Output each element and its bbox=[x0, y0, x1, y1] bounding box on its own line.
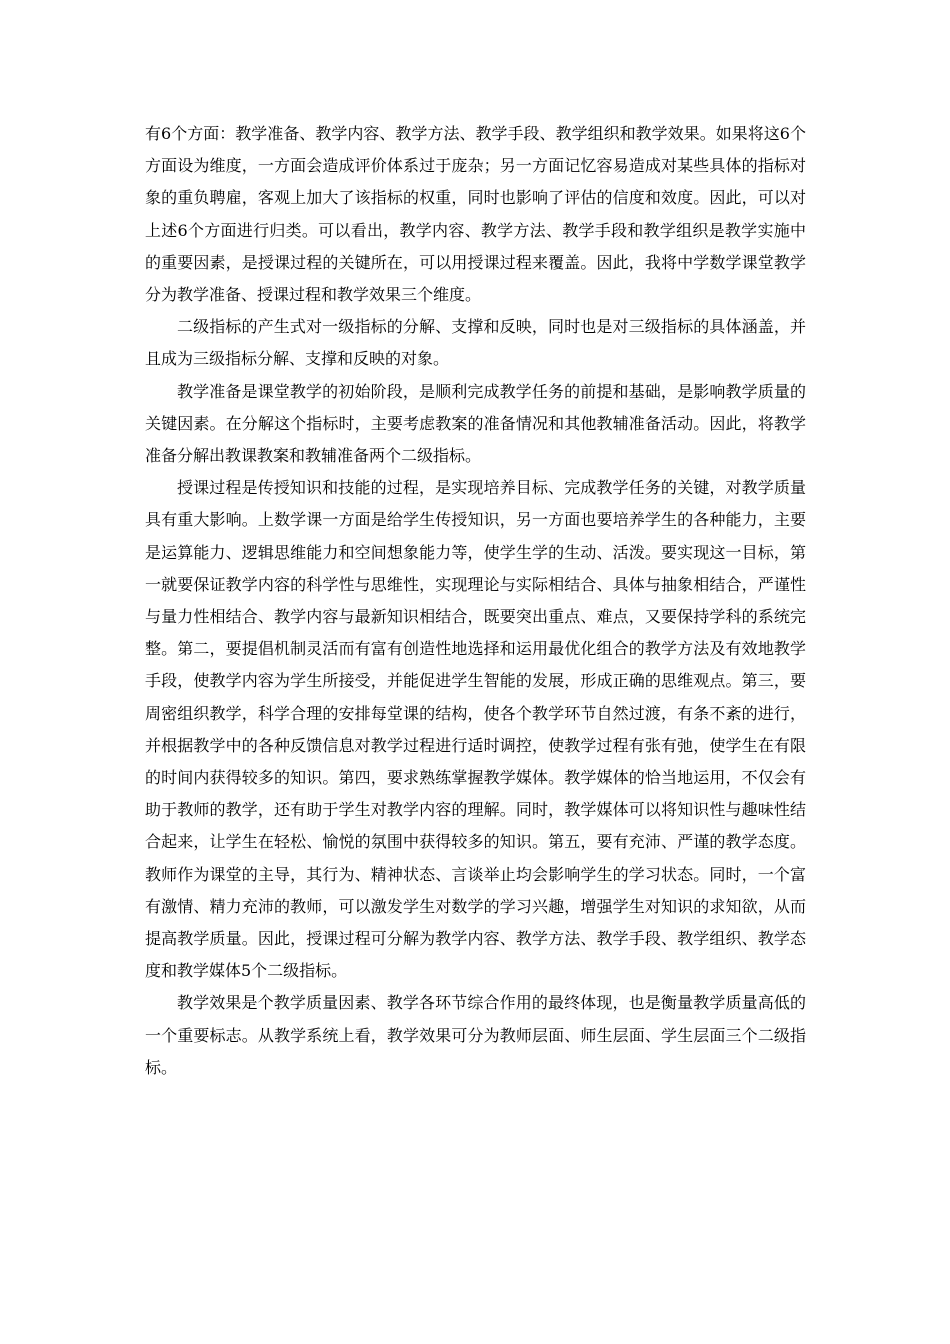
paragraph-3: 教学准备是课堂教学的初始阶段，是顺利完成教学任务的前提和基础，是影响教学质量的关键因素。在分解这个指标时，主要考虑教案的准备情况和其他教辅准备活动。因此，将教学准备分解出教课教案和教辅准备两个二级指标。 bbox=[145, 381, 806, 466]
paragraph-4: 授课过程是传授知识和技能的过程，是实现培养目标、完成教学任务的关键，对教学质量具有重大影响。上数学课一方面是给学生传授知识，另一方面也要培养学生的各种能力，主要是运算能力、逻辑思维能力和空间想象能力等，使学生学的生动、活泼。要实现这一目标，第一就要保证教学内容的科学性与思维性，实现理论与实际相结合、具体与抽象相结合，严谨性与量力性相结合、教学内容与最新知识相结合，既要突出重点、难点，又要保持学科的系统完整。第二，要提倡机制灵活而有富有创造性地选择和运用最优化组合的教学方法及有效地教学手段，使教学内容为学生所接受，并能促进学生智能的发展，形成正确的思维观点。第三，要周密组织教学，科学合理的安排每堂课的结构，使各个教学环节自然过渡，有条不紊的进行，并根据教学中的各种反馈信息对教学过程进行适时调控，使教学过程有张有弛，使学生在有限的时间内获得较多的知识。第四，要求熟练掌握教学媒体。教学媒体的恰当地运用，不仅会有助于教师的教学，还有助于学生对教学内容的理解。同时，教学媒体可以将知识性与趣味性结合起来，让学生在轻松、愉悦的氛围中获得较多的知识。第五，要有充沛、严谨的教学态度。教师作为课堂的主导，其行为、精神状态、言谈举止均会影响学生的学习状态。同时，一个富有激情、精力充沛的教师，可以激发学生对数学的学习兴趣，增强学生对知识的求知欲，从而提高教学质量。因此，授课过程可分解为教学内容、教学方法、教学手段、教学组织、教学态度和教学媒体5个二级指标。 bbox=[145, 478, 806, 981]
paragraph-1: 有6个方面：教学准备、教学内容、教学方法、教学手段、教学组织和教学效果。如果将这6个方面设为维度，一方面会造成评价体系过于庞杂；另一方面记忆容易造成对某些具体的指标对象的重负聘雇，客观上加大了该指标的权重，同时也影响了评估的信度和效度。因此，可以对上述6个方面进行归类。可以看出，教学内容、教学方法、教学手段和教学组织是教学实施中的重要因素，是授课过程的关键所在，可以用授课过程来覆盖。因此，我将中学数学课堂教学分为教学准备、授课过程和教学效果三个维度。 bbox=[145, 124, 806, 305]
paragraph-5: 教学效果是个教学质量因素、教学各环节综合作用的最终体现，也是衡量教学质量高低的一个重要标志。从教学系统上看，教学效果可分为教师层面、师生层面、学生层面三个二级指标。 bbox=[145, 993, 806, 1077]
document-body bbox=[145, 118, 806, 1084]
paragraph-2: 二级指标的产生式对一级指标的分解、支撑和反映，同时也是对三级指标的具体涵盖，并且成为三级指标分解、支撑和反映的对象。 bbox=[145, 317, 806, 369]
